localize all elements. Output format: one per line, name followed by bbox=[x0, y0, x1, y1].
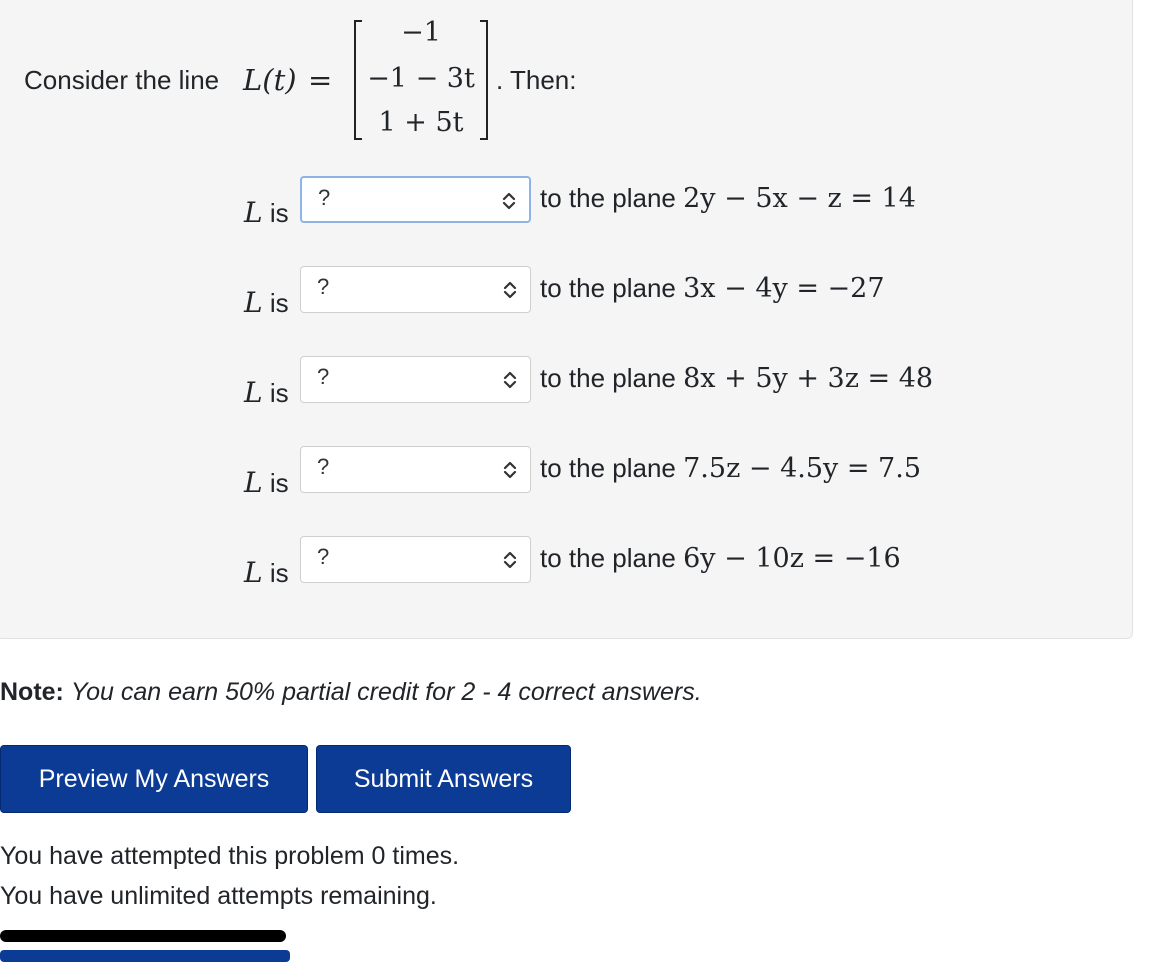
vector-entry-2: −1 − 3t bbox=[367, 63, 475, 94]
attempts-remaining-text: You have unlimited attempts remaining. bbox=[0, 882, 437, 910]
vector-entry-3: 1 + 5t bbox=[378, 107, 464, 138]
plane-description-1 bbox=[540, 180, 916, 217]
note-label: Note: bbox=[0, 678, 64, 706]
row-is: is bbox=[269, 198, 289, 228]
right-bracket bbox=[480, 20, 488, 140]
row-is: is bbox=[269, 288, 289, 318]
vector-entry-1: −1 bbox=[401, 17, 441, 48]
relation-select-2[interactable] bbox=[300, 266, 531, 313]
row-label bbox=[244, 198, 289, 228]
plane-prefix: to the plane bbox=[540, 183, 676, 213]
plane-description-3 bbox=[540, 360, 933, 397]
line-name bbox=[243, 62, 297, 98]
row-label bbox=[244, 288, 289, 318]
updown-chevron-icon bbox=[502, 370, 518, 390]
row-label bbox=[244, 378, 289, 408]
relation-select-5[interactable] bbox=[300, 536, 531, 583]
select-value: ? bbox=[318, 185, 331, 210]
row-is: is bbox=[269, 558, 289, 588]
row-is: is bbox=[269, 468, 289, 498]
select-value: ? bbox=[317, 454, 330, 479]
select-value: ? bbox=[317, 274, 330, 299]
problem-intro: Consider the line bbox=[24, 65, 220, 95]
row-var: L bbox=[244, 376, 263, 409]
plane-description-2 bbox=[540, 270, 885, 307]
plane-prefix: to the plane bbox=[540, 273, 676, 303]
partial-credit-note bbox=[0, 675, 702, 709]
row-label bbox=[244, 558, 289, 588]
partially-visible-button[interactable] bbox=[0, 950, 290, 962]
plane-equation: 8x + 5y + 3z = 48 bbox=[683, 363, 934, 394]
then-text: . Then: bbox=[496, 65, 577, 95]
relation-select-3[interactable] bbox=[300, 356, 531, 403]
plane-prefix: to the plane bbox=[540, 453, 676, 483]
note-text: You can earn 50% partial credit for 2 - 4 correct answers. bbox=[70, 678, 702, 706]
row-var: L bbox=[244, 556, 263, 589]
equals-sign: = bbox=[308, 63, 333, 97]
plane-prefix: to the plane bbox=[540, 363, 676, 393]
plane-equation: 3x − 4y = −27 bbox=[683, 273, 885, 304]
row-var: L bbox=[244, 286, 263, 319]
select-value: ? bbox=[317, 544, 330, 569]
plane-prefix: to the plane bbox=[540, 543, 676, 573]
plane-equation: 6y − 10z = −16 bbox=[683, 543, 901, 574]
updown-chevron-icon bbox=[502, 460, 518, 480]
plane-equation: 7.5z − 4.5y = 7.5 bbox=[683, 453, 921, 484]
plane-description-4 bbox=[540, 450, 921, 487]
direction-vector bbox=[354, 18, 488, 142]
plane-description-5 bbox=[540, 540, 901, 577]
row-label bbox=[244, 468, 289, 498]
submit-answers-button[interactable]: Submit Answers bbox=[316, 745, 571, 813]
row-var: L bbox=[244, 466, 263, 499]
updown-chevron-icon bbox=[502, 280, 518, 300]
preview-answers-button[interactable]: Preview My Answers bbox=[0, 745, 308, 813]
divider-bar bbox=[0, 930, 286, 942]
left-bracket bbox=[354, 20, 362, 140]
relation-select-1[interactable] bbox=[300, 176, 531, 223]
plane-equation: 2y − 5x − z = 14 bbox=[683, 183, 916, 214]
row-var: L bbox=[244, 196, 263, 229]
row-is: is bbox=[269, 378, 289, 408]
updown-chevron-icon bbox=[501, 191, 517, 211]
attempts-count-text: You have attempted this problem 0 times. bbox=[0, 842, 460, 870]
select-value: ? bbox=[317, 364, 330, 389]
updown-chevron-icon bbox=[502, 550, 518, 570]
relation-select-4[interactable] bbox=[300, 446, 531, 493]
line-name-text: L(t) bbox=[243, 63, 297, 97]
